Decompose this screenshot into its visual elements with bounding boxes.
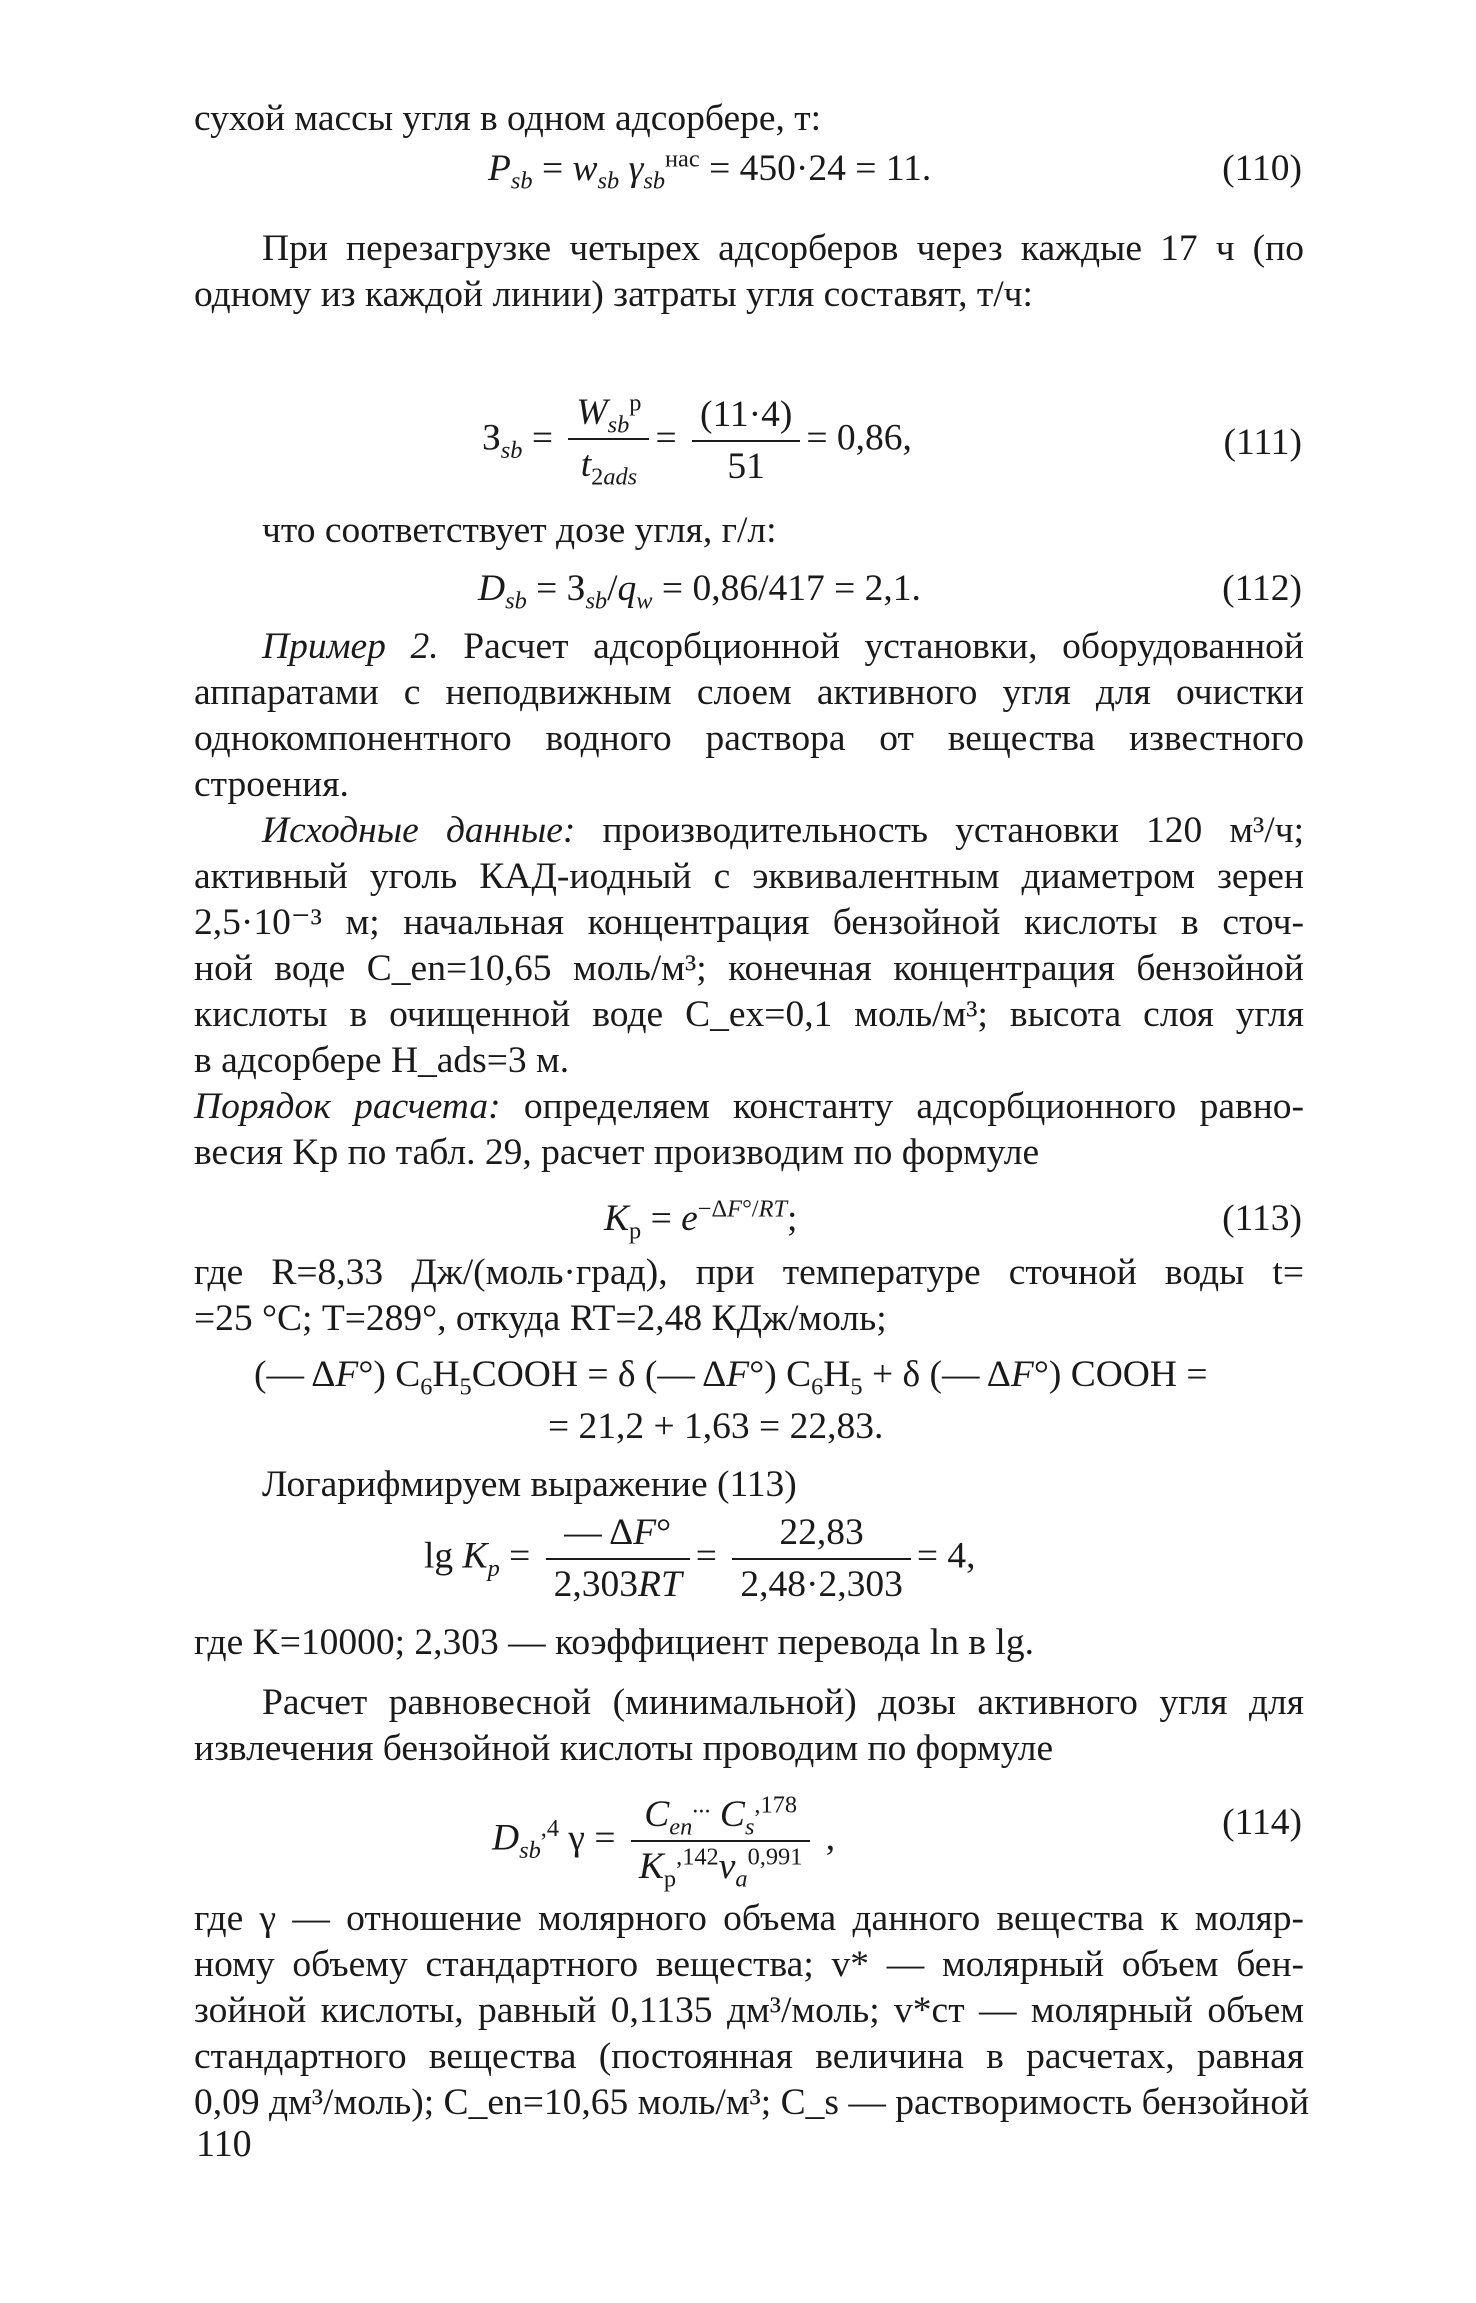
text-line: 0,09 дм³/моль); C_en=10,65 моль/м³; C_s — растворимость бензойной (194, 2082, 1310, 2123)
text-line: 2,5·10⁻³ м; начальная концентрация бензойной кислоты в сточ- (194, 902, 1304, 943)
text-line: где γ — отношение молярного объема данного вещества к моляр- (194, 1898, 1304, 1939)
equation-group-contribution-result: = 21,2 + 1,63 = 22,83. (548, 1406, 884, 1447)
equation-number: (111) (1223, 422, 1302, 463)
text-line: Порядок расчета: определяем константу адсорбционного равно- (194, 1086, 1304, 1127)
text-line: активный уголь КАД-иодный с эквивалентным диаметром зерен (194, 856, 1304, 897)
equation-number: (114) (1222, 1802, 1302, 1843)
equation-112: $D_{sb} = З_{sb}/q_w = 0,86/417 = 2,1$. (478, 568, 921, 615)
text-line: кислоты в очищенной воде C_ex=0,1 моль/м³; высота слоя угля (194, 994, 1304, 1035)
equation-114: $D_{sb}^{,4}$ γ = $\frac{C_{en}^{...} C_s^{,178}}{K_р^{,142}v_a^{0,991}}$ , (492, 1791, 836, 1893)
equation-log: $\lg K_p$ = $\frac{— \Delta F^\circ}{2,303RT}$ = $\frac{22,83}{2,48\cdot 2,303}$ = 4, (424, 1508, 975, 1610)
text-line: аппаратами с неподвижным слоем активного угля для очистки (194, 672, 1304, 713)
equation-number: (112) (1222, 568, 1302, 609)
text-line: сухой массы угля в одном адсорбере, т: (194, 98, 822, 139)
text-line: Пример 2. Расчет адсорбционной установки, оборудованной (262, 626, 1304, 667)
equation-111: $З_{sb}$ = $\frac{W_{sb}^p}{t_{2ads}}$ = $\frac{(11\cdot 4)}{51}$ = 0,86, (482, 389, 912, 491)
text-line: зойной кислоты, равный 0,1135 дм³/моль; v*ст — молярный объем (194, 1990, 1304, 2031)
text-line: извлечения бензойной кислоты проводим по формуле (194, 1728, 1054, 1769)
text-line: =25 °С; T=289°, откуда RT=2,48 КДж/моль; (194, 1298, 887, 1339)
page-number: 110 (196, 2123, 252, 2165)
text-line: весия Kр по табл. 29, расчет производим по формуле (194, 1132, 1040, 1173)
text-line: При перезагрузке четырех адсорберов через каждые 17 ч (по (262, 228, 1304, 269)
text-line: однокомпонентного водного раствора от вещества известного (194, 718, 1304, 759)
text-line: Исходные данные: производительность установки 120 м³/ч; (262, 810, 1304, 851)
text-line: Расчет равновесной (минимальной) дозы активного угля для (262, 1682, 1304, 1723)
equation-110: $P_{sb} = w_{sb}$ $\gamma_{sb}^{нас} = 450\cdot 24 = 11$. (488, 145, 932, 195)
text-line: в адсорбере H_ads=3 м. (194, 1040, 570, 1081)
text-line: что соответствует дозе угля, г/л: (262, 510, 777, 551)
equation-number: (113) (1222, 1198, 1302, 1239)
text-line: Логарифмируем выражение (113) (262, 1464, 797, 1505)
text-line: ному объему стандартного вещества; v* — молярный объем бен- (194, 1944, 1304, 1985)
text-line: стандартного вещества (постоянная величина в расчетах, равная (194, 2036, 1304, 2077)
text-line: ной воде C_en=10,65 моль/м³; конечная концентрация бензойной (194, 948, 1304, 989)
equation-113: $K_р = e^{-\Delta F^\circ/RT}$; (604, 1195, 798, 1245)
text-line: одному из каждой линии) затраты угля составят, т/ч: (194, 274, 1033, 315)
equation-number: (110) (1222, 148, 1302, 189)
text-line: строения. (194, 764, 349, 805)
text-line: где R=8,33 Дж/(моль·град), при температуре сточной воды t= (194, 1252, 1304, 1293)
text-line: где K=10000; 2,303 — коэффициент перевода ln в lg. (194, 1622, 1034, 1663)
equation-group-contribution: (— ΔF°) $C_6H_5COOH = \delta$ (— ΔF°) $C_6H_5 + \delta$ (— ΔF°) COOH = (254, 1354, 1208, 1401)
